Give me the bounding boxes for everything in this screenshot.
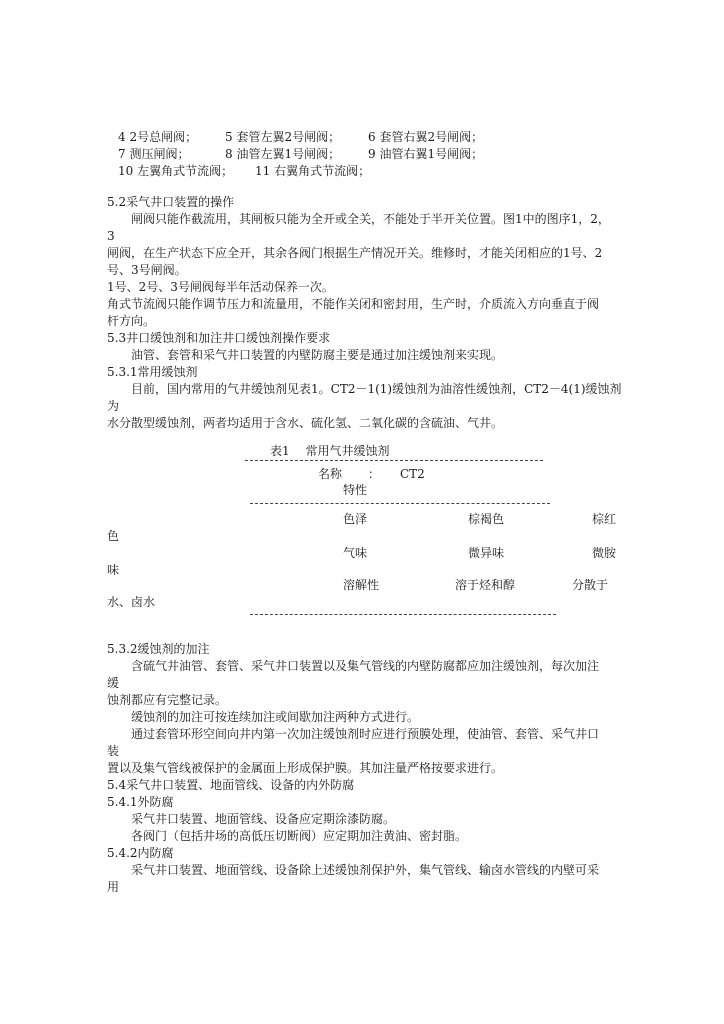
section-heading: 5.3井口缓蚀剂和加注井口缓蚀剂操作要求 — [107, 331, 331, 345]
paragraph-line: 为 — [107, 399, 120, 413]
table-header-property: 特性 — [343, 483, 368, 497]
paragraph-line: 各阀门（包括井场的高低压切断阀）应定期加注黄油、密封脂。 — [131, 829, 468, 843]
valve-item: 7 测压闸阀； — [118, 147, 190, 161]
paragraph-line: 杆方向。 — [107, 314, 156, 328]
table-cell: 溶于烃和醇 — [455, 578, 516, 592]
paragraph-line: 蚀剂都应有完整记录。 — [107, 693, 228, 707]
table-cell: 棕红 — [592, 512, 617, 526]
table-cell: 色 — [107, 529, 120, 543]
table-cell: 棕褐色 — [468, 512, 505, 526]
table-header-name: 名称 — [318, 467, 343, 481]
table-caption: 表1 常用气井缓蚀剂 — [270, 444, 390, 458]
valve-item: 5 套管左翼2号闸阀； — [225, 130, 341, 144]
section-heading: 5.4.2内防腐 — [107, 846, 174, 860]
section-heading: 5.4采气井口装置、地面管线、设备的内外防腐 — [107, 778, 355, 792]
paragraph-line: 采气井口装置、地面管线、设备应定期涂漆防腐。 — [131, 812, 396, 826]
paragraph-line: 水分散型缓蚀剂，两者均适用于含水、硫化氢、二氧化碳的含硫油、气井。 — [107, 416, 504, 430]
valve-item: 8 油管左翼1号闸阀； — [225, 147, 341, 161]
table-cell: 微异味 — [468, 546, 505, 560]
paragraph-line: 目前，国内常用的气井缓蚀剂见表1。CT2－1(1)缓蚀剂为油溶性缓蚀剂，CT2－4(1)缓蚀剂 — [131, 382, 622, 396]
section-heading: 5.2采气井口装置的操作 — [107, 195, 235, 209]
valve-item: 10 左翼角式节流阀； — [118, 164, 234, 178]
table-header-product: CT2 — [400, 467, 425, 481]
table-cell: 色泽 — [343, 512, 368, 526]
valve-item: 6 套管右翼2号闸阀； — [368, 130, 484, 144]
paragraph-line: 装 — [107, 744, 120, 758]
table-cell: 气味 — [343, 546, 368, 560]
paragraph-line: 1号、2号、3号闸阀每半年活动保养一次。 — [107, 280, 334, 294]
table-cell: 溶解性 — [343, 578, 380, 592]
table-rule — [250, 503, 550, 504]
table-rule — [250, 614, 556, 615]
paragraph-line: 角式节流阀只能作调节压力和流量用，不能作关闭和密封用，生产时，介质流入方向垂直于阀 — [107, 297, 600, 311]
paragraph-line: 油管、套管和采气井口装置的内壁防腐主要是通过加注缓蚀剂来实现。 — [131, 348, 504, 362]
paragraph-line: 采气井口装置、地面管线、设备除上述缓蚀剂保护外，集气管线、输卤水管线的内壁可采 — [131, 863, 600, 877]
valve-item: 9 油管右翼1号闸阀； — [368, 147, 484, 161]
paragraph-line: 号、3号闸阀。 — [107, 263, 187, 277]
section-heading: 5.3.2缓蚀剂的加注 — [107, 642, 210, 656]
paragraph-line: 用 — [107, 880, 120, 894]
valve-item: 11 右翼角式节流阀； — [255, 164, 371, 178]
paragraph-line: 缓蚀剂的加注可按连续加注或间歇加注两种方式进行。 — [131, 710, 420, 724]
section-heading: 5.4.1外防腐 — [107, 795, 174, 809]
paragraph-line: 置以及集气管线被保护的金属面上形成保护膜。其加注量严格按要求进行。 — [107, 761, 504, 775]
valve-item: 4 2号总闸阀； — [118, 130, 198, 144]
paragraph-line: 缓 — [107, 676, 120, 690]
section-heading: 5.3.1常用缓蚀剂 — [107, 365, 198, 379]
paragraph-line: 闸阀只能作截流用，其闸板只能为全开或全关，不能处于半开关位置。图1中的图序1，2， — [131, 212, 610, 226]
table-cell: 分散于 — [572, 578, 609, 592]
table-cell: 味 — [107, 563, 120, 577]
table-header-colon: ： — [368, 467, 381, 481]
paragraph-line: 含硫气井油管、套管、采气井口装置以及集气管线的内壁防腐都应加注缓蚀剂，每次加注 — [131, 659, 600, 673]
table-cell: 微胺 — [592, 546, 617, 560]
paragraph-line: 闸阀，在生产状态下应全开，其余各阀门根据生产情况开关。维修时，才能关闭相应的1号、2 — [107, 246, 603, 260]
paragraph-line: 通过套管环形空间向井内第一次加注缓蚀剂时应进行预膜处理，使油管、套管、采气井口 — [131, 727, 600, 741]
paragraph-line: 3 — [107, 229, 115, 243]
table-rule — [245, 460, 543, 461]
table-cell: 水、卤水 — [107, 595, 156, 609]
